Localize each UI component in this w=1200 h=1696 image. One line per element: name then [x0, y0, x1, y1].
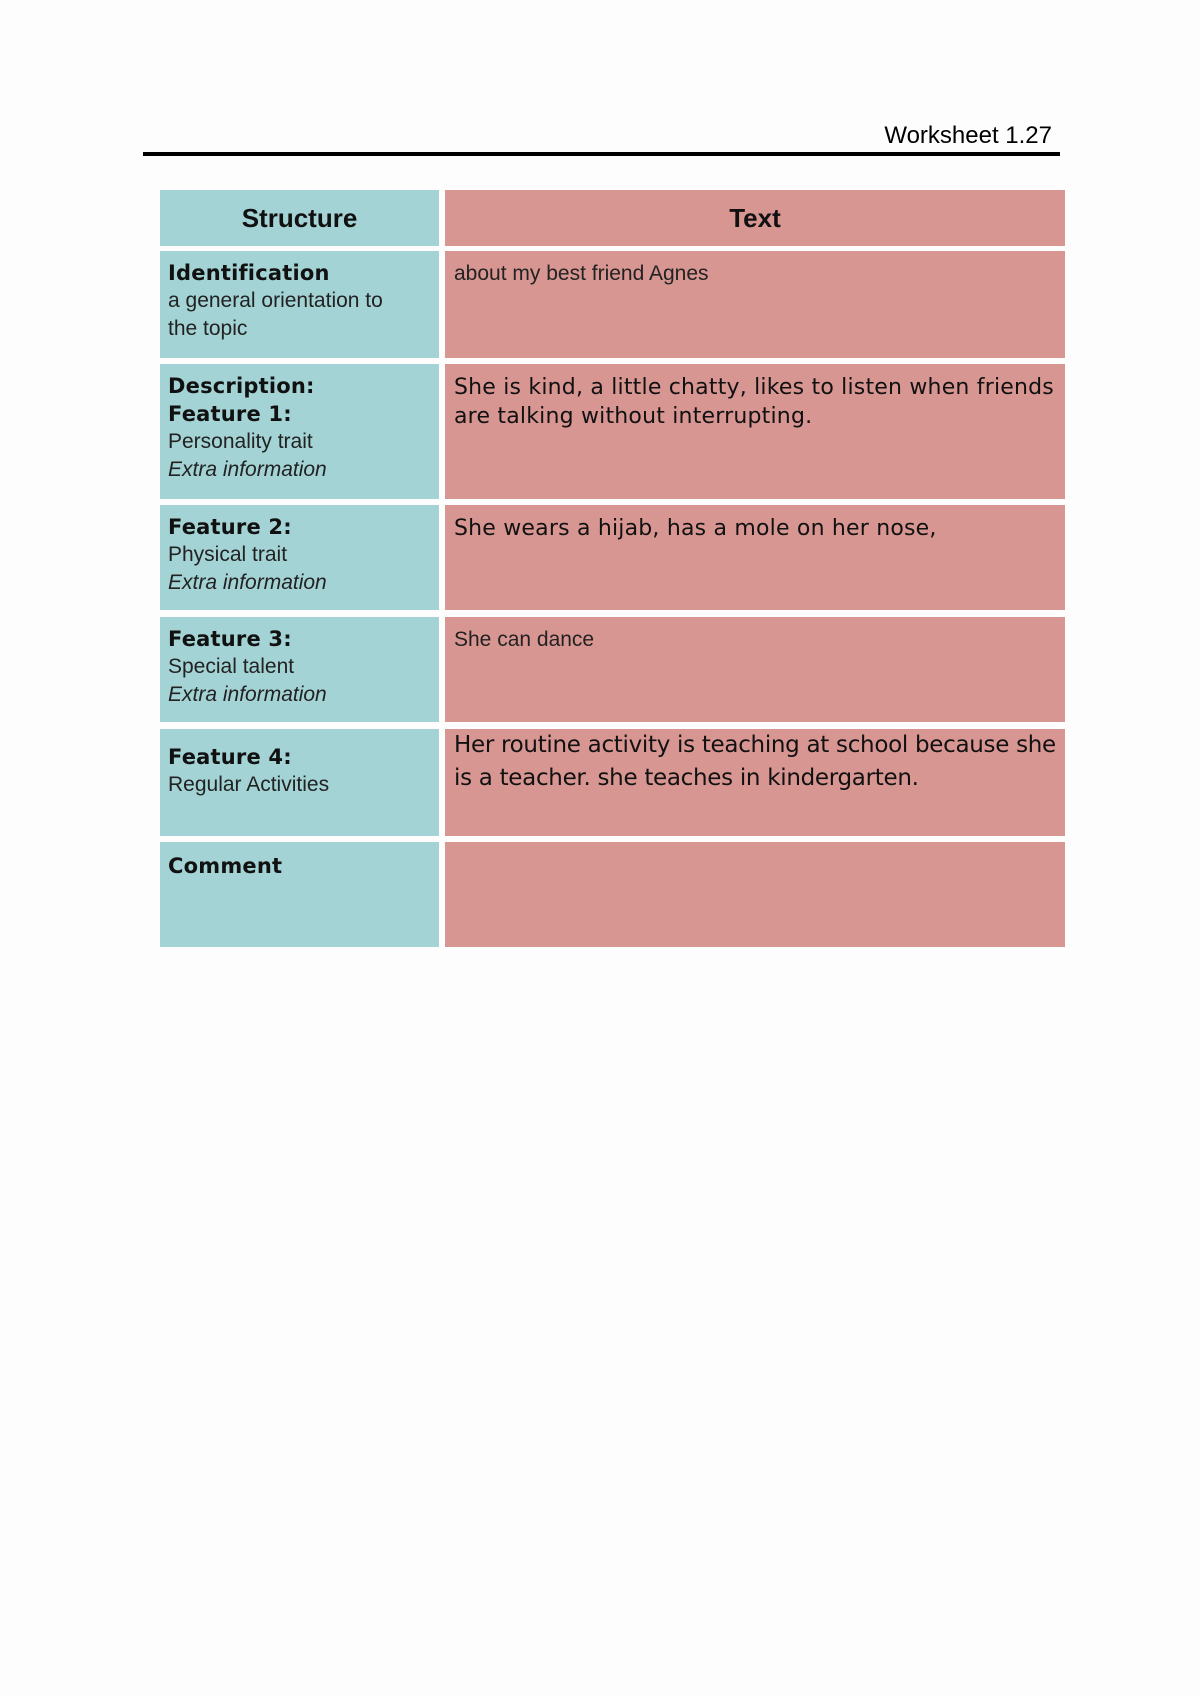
feature-1-text: She is kind, a little chatty, likes to listen when friends are talking without interrupting.: [454, 375, 1054, 429]
feature-1-desc: Personality trait: [168, 430, 313, 453]
feature-4-text: Her routine activity is teaching at school because she is a teacher. she teaches in kindergarten.: [454, 732, 1056, 791]
description-label: Description:: [168, 374, 315, 398]
feature-2-extra: Extra information: [168, 571, 327, 594]
text-cell-feature-4[interactable]: [445, 729, 1065, 836]
text-cell-feature-1[interactable]: [445, 364, 1065, 499]
identification-desc-2: the topic: [168, 317, 248, 340]
structure-cell-feature-4: [160, 729, 439, 836]
feature-2-label: Feature 2:: [168, 515, 292, 539]
identification-text: about my best friend Agnes: [454, 262, 709, 285]
comment-label: Comment: [168, 854, 283, 878]
feature-3-extra: Extra information: [168, 683, 327, 706]
feature-4-label: Feature 4:: [168, 745, 292, 769]
worksheet-title: Worksheet 1.27: [884, 122, 1052, 149]
text-cell-identification[interactable]: [445, 251, 1065, 358]
identification-desc-1: a general orientation to: [168, 289, 383, 312]
identification-label: Identification: [168, 261, 330, 285]
text-cell-feature-2[interactable]: [445, 505, 1065, 610]
structure-cell-feature-3: [160, 617, 439, 722]
column-header-text: [445, 190, 1065, 246]
header-rule: [143, 152, 1060, 156]
feature-3-desc: Special talent: [168, 655, 295, 678]
feature-3-label: Feature 3:: [168, 627, 292, 651]
text-cell-feature-3[interactable]: [445, 617, 1065, 722]
structure-cell-comment: [160, 842, 439, 947]
structure-cell-feature-2: [160, 505, 439, 610]
feature-4-desc: Regular Activities: [168, 773, 330, 796]
text-cell-comment[interactable]: [445, 842, 1065, 947]
column-header-structure-label: Structure: [241, 202, 358, 233]
structure-cell-identification: [160, 251, 439, 358]
column-header-structure: [160, 190, 439, 246]
feature-2-text: She wears a hijab, has a mole on her nose,: [454, 516, 937, 541]
feature-1-extra: Extra information: [168, 458, 327, 481]
feature-1-label: Feature 1:: [168, 402, 292, 426]
column-header-text-label: Text: [729, 202, 781, 233]
feature-2-desc: Physical trait: [168, 543, 288, 566]
feature-3-text: She can dance: [454, 628, 595, 651]
structure-cell-feature-1: [160, 364, 439, 499]
